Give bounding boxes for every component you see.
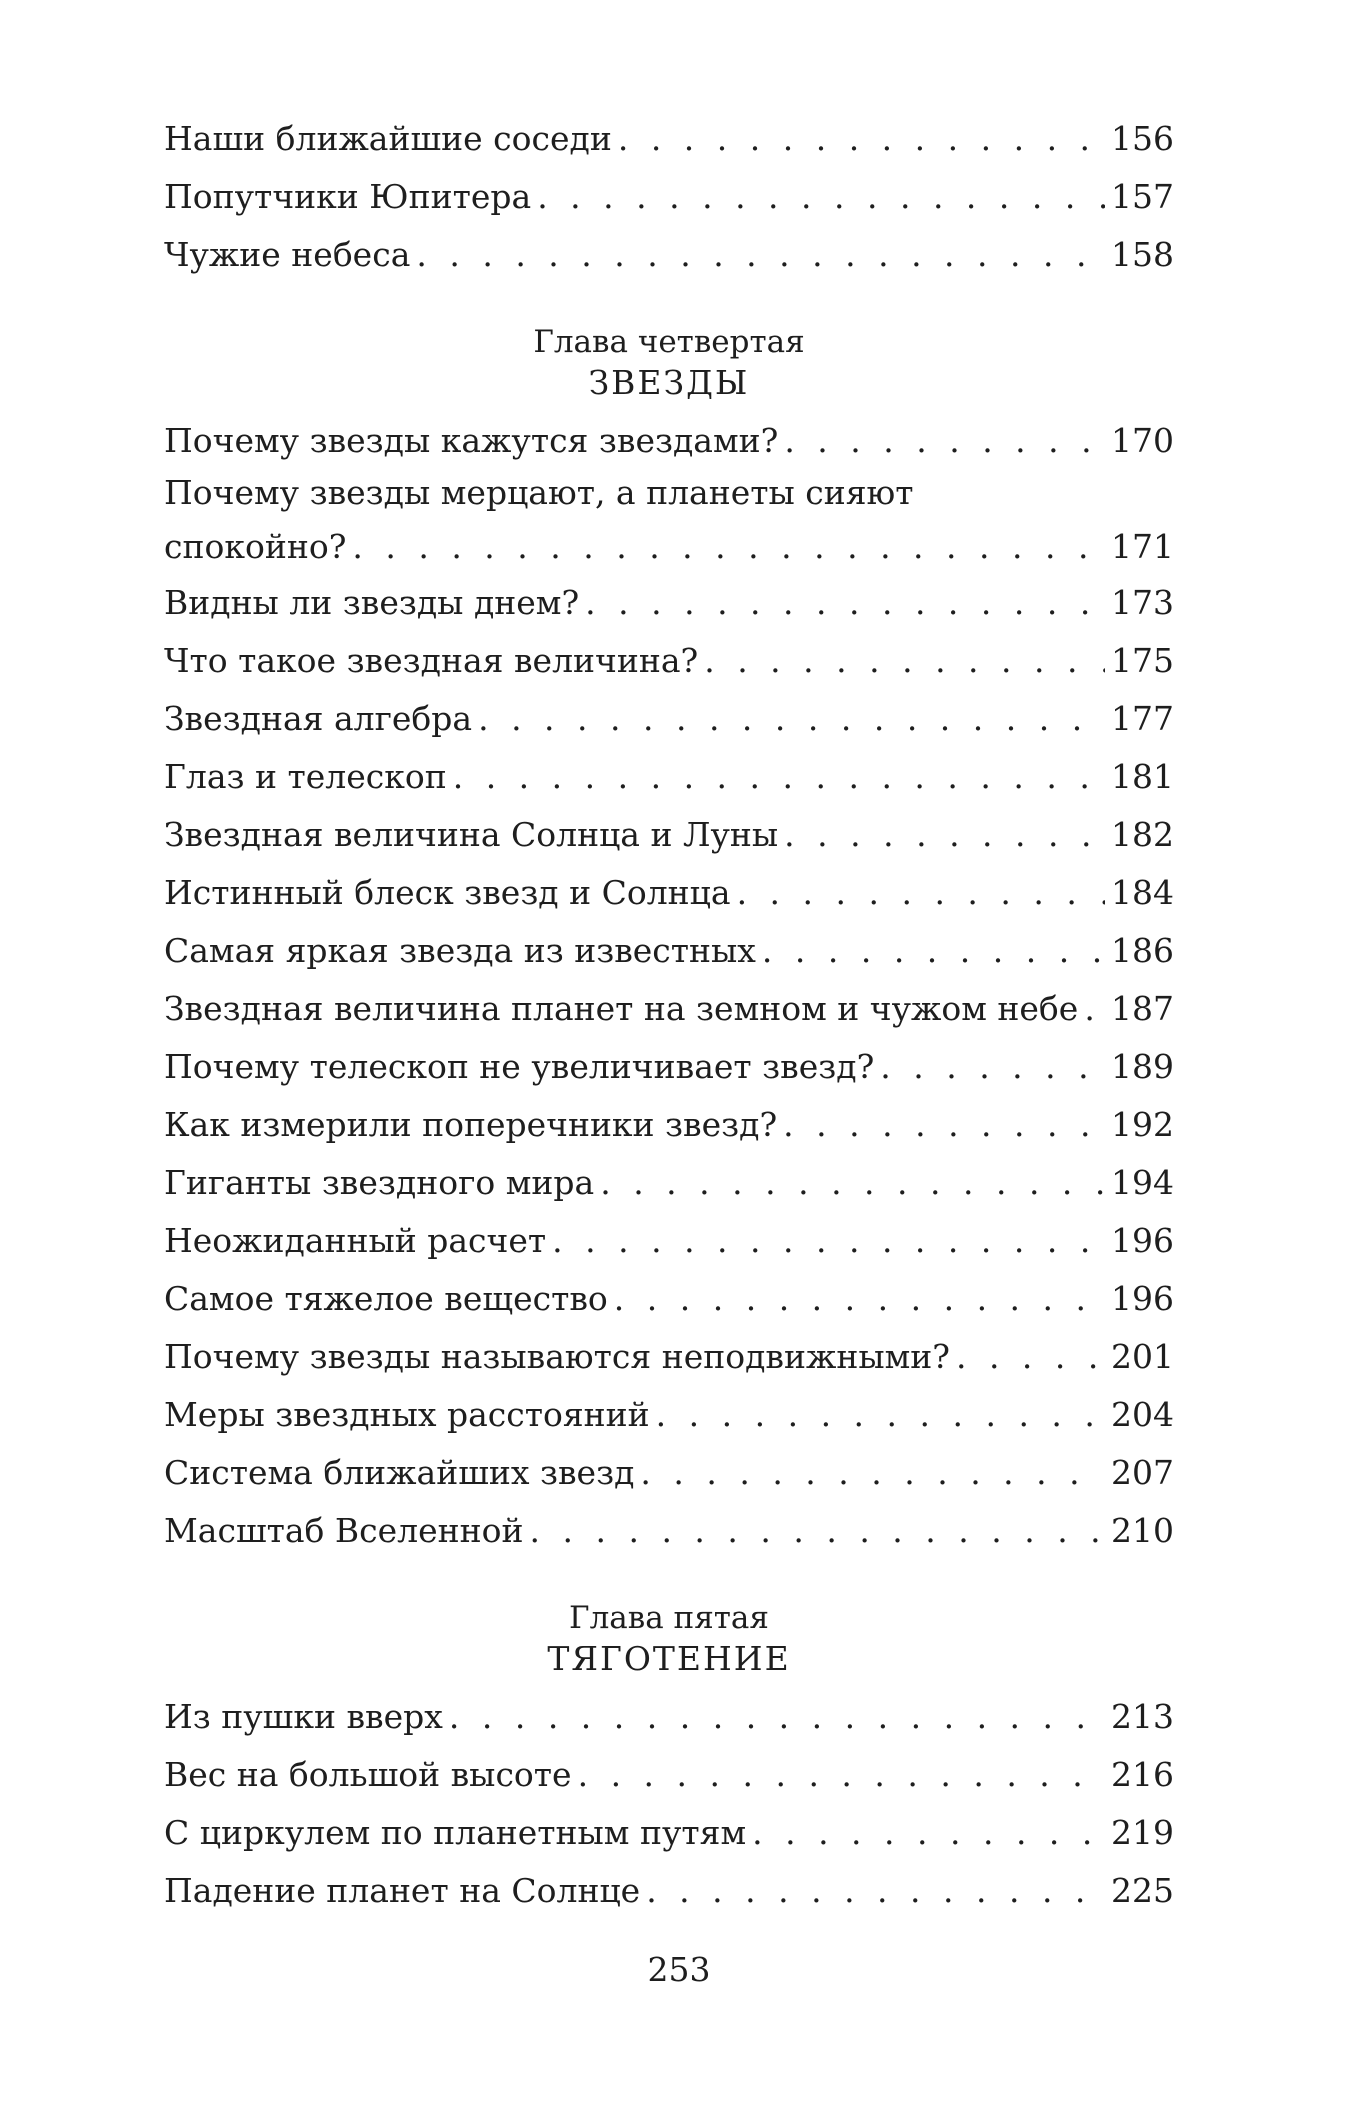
toc-entry <box>164 410 1174 468</box>
dot-leader <box>656 1388 1105 1442</box>
toc-entry-title-continued: спокойно? <box>164 527 347 566</box>
toc-entry-page: 216 <box>1111 1755 1174 1794</box>
dot-leader <box>552 1214 1105 1268</box>
toc-entry-title: Глаз и телескоп <box>164 757 447 796</box>
dot-leader <box>880 1040 1105 1094</box>
dot-leader <box>449 1690 1105 1744</box>
toc-entry-page: 187 <box>1111 989 1174 1028</box>
dot-leader <box>1084 982 1105 1036</box>
chapter-heading <box>164 322 1174 404</box>
toc-entry-title: Неожиданный расчет <box>164 1221 547 1260</box>
dot-leader <box>416 228 1105 282</box>
dot-leader <box>537 170 1105 224</box>
dot-leader <box>600 1156 1105 1210</box>
dot-leader <box>956 1330 1105 1384</box>
toc-entry-page: 157 <box>1111 177 1174 216</box>
toc-entry-title: Самое тяжелое вещество <box>164 1279 608 1318</box>
toc-entry-page: 177 <box>1111 699 1174 738</box>
toc-entry-title: Масштаб Вселенной <box>164 1511 524 1550</box>
toc-entry-page: 156 <box>1111 119 1174 158</box>
toc-entry-page: 175 <box>1111 641 1174 680</box>
toc-entry-page: 186 <box>1111 931 1174 970</box>
chapter-label: Глава четвертая <box>533 324 805 360</box>
toc-entry-title: Почему звезды называются неподвижными? <box>164 1337 950 1376</box>
dot-leader <box>783 1098 1105 1152</box>
chapter-title: ТЯГОТЕНИЕ <box>547 1639 791 1678</box>
dot-leader <box>585 576 1105 630</box>
toc-entry <box>164 1152 1174 1210</box>
dot-leader <box>530 1504 1105 1558</box>
toc-entry-page: 225 <box>1111 1871 1174 1910</box>
toc-entry <box>164 1442 1174 1500</box>
toc-entry <box>164 630 1174 688</box>
dot-leader <box>784 414 1105 468</box>
toc-entry <box>164 920 1174 978</box>
toc-entry-title: Падение планет на Солнце <box>164 1871 641 1910</box>
toc-entry-title: Звездная величина планет на земном и чужом небе <box>164 989 1079 1028</box>
toc-entry-title: Истинный блеск звезд и Солнца <box>164 873 731 912</box>
toc-entry-page: 196 <box>1111 1279 1174 1318</box>
toc-entry-title: Наши ближайшие соседи <box>164 119 612 158</box>
toc-entry <box>164 804 1174 862</box>
toc-entry-title: Вес на большой высоте <box>164 1755 572 1794</box>
toc-entry-page: 158 <box>1111 235 1174 274</box>
toc-entry-page: 192 <box>1111 1105 1174 1144</box>
toc-entry <box>164 688 1174 746</box>
toc-entry-title: Меры звездных расстояний <box>164 1395 650 1434</box>
chapter-heading <box>164 1598 1174 1680</box>
toc-entry <box>164 978 1174 1036</box>
toc-entry <box>164 746 1174 804</box>
toc-entry <box>164 224 1174 282</box>
toc-entry-page: 194 <box>1111 1163 1174 1202</box>
toc-entry-page: 182 <box>1111 815 1174 854</box>
toc-entry-title: Звездная алгебра <box>164 699 473 738</box>
toc-entry-title: Видны ли звезды днем? <box>164 583 580 622</box>
page-number: 253 <box>647 1950 711 1989</box>
toc-entry <box>164 1326 1174 1384</box>
toc-entry-page: 170 <box>1111 421 1174 460</box>
toc-entry <box>164 1384 1174 1442</box>
chapter-title: ЗВЕЗДЫ <box>588 363 750 402</box>
toc-entry-page: 184 <box>1111 873 1174 912</box>
toc-entry <box>164 862 1174 920</box>
toc-entry <box>164 1686 1174 1744</box>
toc-entry <box>164 468 1174 572</box>
toc-entry-page: 201 <box>1111 1337 1174 1376</box>
toc-entry <box>164 1036 1174 1094</box>
toc-entry-title: Звездная величина Солнца и Луны <box>164 815 779 854</box>
toc-entry-title: Гиганты звездного мира <box>164 1163 595 1202</box>
toc-entry-title: Что такое звездная величина? <box>164 641 699 680</box>
toc-entry <box>164 166 1174 224</box>
dot-leader <box>453 750 1105 804</box>
chapter-label: Глава пятая <box>569 1600 769 1636</box>
toc-entry-page: 181 <box>1111 757 1174 796</box>
toc-entry-page: 207 <box>1111 1453 1174 1492</box>
toc-entry-title: Чужие небеса <box>164 235 411 274</box>
toc-entry <box>164 1802 1174 1860</box>
toc-entry-page: 173 <box>1111 583 1174 622</box>
dot-leader <box>704 634 1105 688</box>
toc-entry <box>164 1500 1174 1558</box>
toc-entry-page: 196 <box>1111 1221 1174 1260</box>
dot-leader <box>784 808 1105 862</box>
toc-entry-title: Почему телескоп не увеличивает звезд? <box>164 1047 875 1086</box>
toc-entry-title: Почему звезды кажутся звездами? <box>164 421 779 460</box>
dot-leader <box>646 1864 1105 1918</box>
toc-entry-title: Как измерили поперечники звезд? <box>164 1105 778 1144</box>
toc-entry <box>164 1744 1174 1802</box>
toc-entry <box>164 572 1174 630</box>
toc-entry <box>164 108 1174 166</box>
toc-entry-page: 171 <box>1111 527 1174 566</box>
dot-leader <box>737 866 1105 920</box>
toc-entry-title: С циркулем по планетным путям <box>164 1813 747 1852</box>
dot-leader <box>640 1446 1105 1500</box>
dot-leader <box>352 522 1105 572</box>
dot-leader <box>618 112 1105 166</box>
dot-leader <box>762 924 1105 978</box>
toc-entry <box>164 1860 1174 1918</box>
toc-entry <box>164 1094 1174 1152</box>
toc-entry-page: 210 <box>1111 1511 1174 1550</box>
toc-entry-title: Система ближайших звезд <box>164 1453 635 1492</box>
toc-entry-title: Самая яркая звезда из известных <box>164 931 756 970</box>
toc-entry <box>164 1210 1174 1268</box>
toc-entry <box>164 1268 1174 1326</box>
toc-entry-page: 189 <box>1111 1047 1174 1086</box>
toc-entry-page: 219 <box>1111 1813 1174 1852</box>
dot-leader <box>578 1748 1105 1802</box>
toc-entry-page: 204 <box>1111 1395 1174 1434</box>
dot-leader <box>614 1272 1105 1326</box>
dot-leader <box>752 1806 1105 1860</box>
toc-entry-page: 213 <box>1111 1697 1174 1736</box>
table-of-contents <box>164 108 1174 1918</box>
toc-entry-title: Попутчики Юпитера <box>164 177 532 216</box>
toc-entry-title: Почему звезды мерцают, а планеты сияют <box>164 473 914 512</box>
toc-entry-title: Из пушки вверх <box>164 1697 443 1736</box>
dot-leader <box>478 692 1105 746</box>
